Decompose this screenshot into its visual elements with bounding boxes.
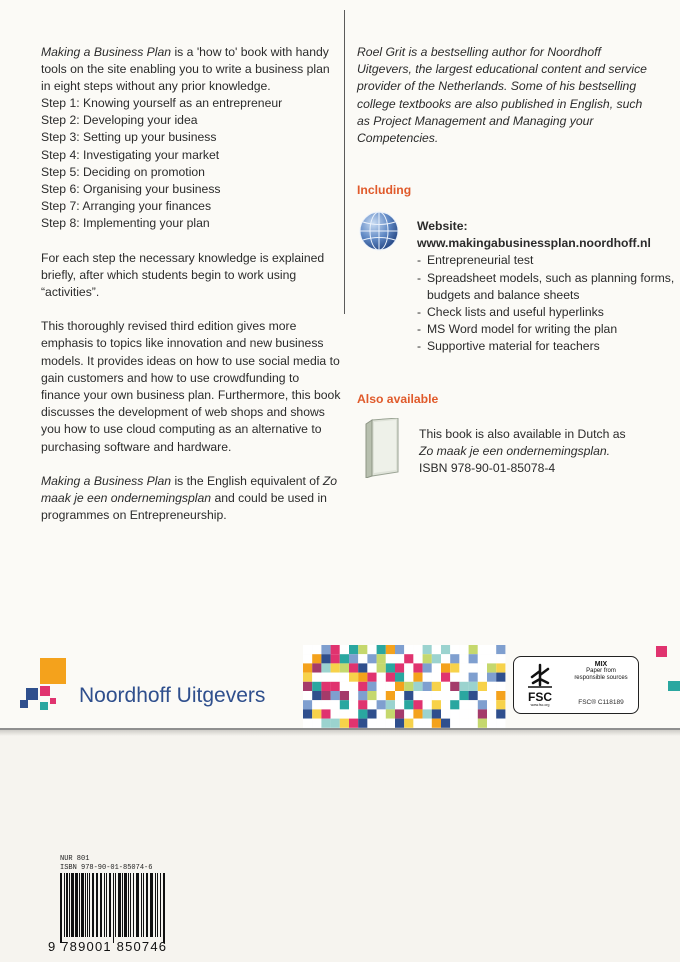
mosaic-tile <box>432 700 441 709</box>
also-dutch-title: Zo maak je een ondernemingsplan. <box>419 444 611 459</box>
intro-book-title: Making a Business Plan <box>41 45 172 59</box>
mosaic-tile <box>496 654 505 663</box>
mosaic-tile <box>413 709 422 718</box>
mosaic-tile <box>404 645 413 654</box>
equivalent-text: is the English equivalent of <box>171 473 323 488</box>
mosaic-tile <box>478 719 487 728</box>
mosaic-tile <box>377 700 386 709</box>
mosaic-tile <box>432 691 441 700</box>
fold-shadow <box>0 730 680 736</box>
mosaic-tile <box>321 700 330 709</box>
mosaic-tile <box>331 673 340 682</box>
mosaic-tile <box>404 691 413 700</box>
mosaic-tile <box>312 691 321 700</box>
mosaic-tile <box>469 709 478 718</box>
mosaic-tile <box>404 673 413 682</box>
mosaic-tile <box>404 654 413 663</box>
mosaic-tile <box>487 663 496 672</box>
mosaic-tile <box>441 663 450 672</box>
step-item: Step 6: Organising your business <box>41 182 221 197</box>
mosaic-tile <box>487 700 496 709</box>
svg-text:www.fsc.org: www.fsc.org <box>530 703 550 707</box>
fsc-line: responsible sources <box>574 675 628 681</box>
mosaic-tile <box>395 719 404 728</box>
mosaic-tile <box>432 682 441 691</box>
barcode-bar <box>92 873 94 937</box>
barcode-bar <box>160 873 161 937</box>
mosaic-tile <box>413 719 422 728</box>
mosaic-tile <box>423 673 432 682</box>
mosaic-tile <box>386 709 395 718</box>
author-bio: Roel Grit is a bestselling author for Noordhoff Uitgevers, the largest educational content and service provider of the Netherlands. Some of his bestselling college textbooks are also published in English, such as Project Management and Managing your Competencies. <box>357 45 647 146</box>
mosaic-tile <box>423 682 432 691</box>
color-mosaic <box>303 645 506 730</box>
mosaic-tile <box>441 654 450 663</box>
mosaic-tile <box>358 663 367 672</box>
mosaic-tile <box>312 682 321 691</box>
mosaic-tile <box>377 709 386 718</box>
fsc-text <box>566 661 636 682</box>
mosaic-tile <box>312 645 321 654</box>
barcode-bar <box>109 873 111 937</box>
step-item: Step 4: Investigating your market <box>41 147 220 162</box>
barcode-bar <box>81 873 84 937</box>
mosaic-tile <box>469 719 478 728</box>
mosaic-tile <box>349 691 358 700</box>
mosaic-tile <box>478 709 487 718</box>
fsc-tree-icon <box>522 663 558 707</box>
mosaic-tile <box>312 709 321 718</box>
mosaic-tile <box>386 673 395 682</box>
mosaic-tile <box>487 654 496 663</box>
also-isbn: ISBN 978-90-01-85078-4 <box>419 461 556 476</box>
mosaic-tile <box>441 700 450 709</box>
mosaic-tile <box>303 719 312 728</box>
also-line: This book is also available in Dutch as <box>419 427 626 441</box>
mosaic-tile <box>349 663 358 672</box>
mosaic-tile <box>303 673 312 682</box>
mosaic-tile <box>331 682 340 691</box>
barcode-bar <box>128 873 129 937</box>
mosaic-tile <box>450 700 459 709</box>
mosaic-tile <box>432 663 441 672</box>
mosaic-tile <box>432 673 441 682</box>
mosaic-tile <box>441 682 450 691</box>
barcode-bar <box>124 873 127 937</box>
barcode-bar <box>71 873 74 937</box>
mosaic-tile <box>367 645 376 654</box>
mosaic-tile <box>331 654 340 663</box>
barcode-bar <box>150 873 153 937</box>
mosaic-tile <box>395 645 404 654</box>
mosaic-tile <box>469 645 478 654</box>
website-label: Website: <box>417 219 468 233</box>
mosaic-tile <box>358 645 367 654</box>
mosaic-tile <box>377 691 386 700</box>
mosaic-tile <box>423 663 432 672</box>
mosaic-tile <box>459 709 468 718</box>
mosaic-tile <box>303 682 312 691</box>
fsc-label <box>513 656 639 714</box>
step-item: Step 8: Implementing your plan <box>41 216 210 231</box>
svg-text:FSC: FSC <box>528 690 552 704</box>
mosaic-tile <box>349 709 358 718</box>
mosaic-tile <box>395 663 404 672</box>
mosaic-tile <box>395 673 404 682</box>
mosaic-tile <box>331 645 340 654</box>
mosaic-tile <box>367 719 376 728</box>
mosaic-tile <box>459 719 468 728</box>
mosaic-tile <box>377 719 386 728</box>
mosaic-tile <box>386 682 395 691</box>
mosaic-tile <box>432 709 441 718</box>
mosaic-tile <box>395 682 404 691</box>
mosaic-tile <box>413 700 422 709</box>
mosaic-tile <box>478 663 487 672</box>
mosaic-tile <box>478 682 487 691</box>
mosaic-tile <box>349 719 358 728</box>
mosaic-tile <box>496 682 505 691</box>
mosaic-tile <box>478 673 487 682</box>
mosaic-tile <box>496 663 505 672</box>
mosaic-tile <box>331 709 340 718</box>
publisher-name: Noordhoff Uitgevers <box>79 684 266 707</box>
mosaic-tile <box>386 691 395 700</box>
mosaic-tile <box>496 719 505 728</box>
mosaic-tile <box>340 700 349 709</box>
mosaic-tile <box>469 663 478 672</box>
mosaic-tile <box>441 645 450 654</box>
barcode-bar <box>136 873 139 937</box>
step-item: Step 5: Deciding on promotion <box>41 164 205 179</box>
mosaic-tile <box>358 654 367 663</box>
mosaic-tile <box>413 654 422 663</box>
equivalent-book-title: Making a Business Plan <box>41 473 172 488</box>
mosaic-tile <box>450 719 459 728</box>
mosaic-tile <box>496 645 505 654</box>
mosaic-tile <box>321 709 330 718</box>
mosaic-tile <box>303 700 312 709</box>
mosaic-tile <box>303 709 312 718</box>
mosaic-tile <box>395 691 404 700</box>
mosaic-tile <box>423 654 432 663</box>
barcode-bar <box>85 873 86 937</box>
mosaic-tile <box>432 719 441 728</box>
mosaic-tile <box>321 673 330 682</box>
barcode-bar <box>87 873 88 937</box>
mosaic-tile <box>450 654 459 663</box>
mosaic-tile <box>312 673 321 682</box>
barcode-bar <box>106 873 107 937</box>
author-column <box>357 44 657 147</box>
mosaic-tile <box>349 673 358 682</box>
mosaic-tile <box>469 673 478 682</box>
mosaic-tile <box>377 654 386 663</box>
mosaic-tile <box>358 719 367 728</box>
mosaic-tile <box>450 673 459 682</box>
barcode-bar <box>60 873 62 943</box>
mosaic-tile <box>459 673 468 682</box>
mosaic-tile <box>303 645 312 654</box>
barcode-bar <box>163 873 165 943</box>
mosaic-tile <box>413 673 422 682</box>
intro-paragraph <box>41 44 341 95</box>
mosaic-tile <box>367 700 376 709</box>
publisher-logo-icon <box>20 656 70 716</box>
mosaic-tile <box>450 682 459 691</box>
mosaic-tile <box>331 663 340 672</box>
barcode-bar <box>104 873 105 937</box>
mosaic-tile <box>340 663 349 672</box>
mosaic-tile <box>478 654 487 663</box>
barcode-bar <box>96 873 98 937</box>
mosaic-tile <box>349 654 358 663</box>
also-available-block <box>419 426 669 478</box>
mosaic-tile <box>358 673 367 682</box>
barcode-bar <box>141 873 142 937</box>
mosaic-tile <box>450 645 459 654</box>
mosaic-tile <box>377 645 386 654</box>
fsc-code: FSC® C118189 <box>578 699 624 706</box>
mosaic-tile <box>404 709 413 718</box>
mosaic-tile <box>487 691 496 700</box>
mosaic-tile <box>349 645 358 654</box>
mosaic-tile <box>469 691 478 700</box>
step-item: Step 3: Setting up your business <box>41 130 217 145</box>
mosaic-tile <box>450 709 459 718</box>
also-available-heading: Also available <box>357 392 439 406</box>
mosaic-tile <box>469 682 478 691</box>
column-divider <box>344 10 345 314</box>
barcode-bar <box>69 873 70 937</box>
mosaic-tile <box>441 691 450 700</box>
isbn-barcode <box>58 873 168 949</box>
mosaic-tile <box>303 654 312 663</box>
mosaic-tile <box>478 691 487 700</box>
barcode-bar <box>64 873 65 937</box>
mosaic-tile <box>487 719 496 728</box>
website-url[interactable]: www.makingabusinessplan.noordhoff.nl <box>417 236 651 251</box>
mosaic-tile <box>331 700 340 709</box>
mosaic-tile <box>340 719 349 728</box>
barcode-bar <box>155 873 156 937</box>
mosaic-tile <box>487 682 496 691</box>
mosaic-tile <box>358 709 367 718</box>
globe-icon <box>358 210 400 252</box>
isbn-code: ISBN 978-90-01-85074-6 <box>60 864 153 872</box>
barcode-bar <box>113 873 114 943</box>
mosaic-tile <box>367 709 376 718</box>
mosaic-tile <box>349 700 358 709</box>
barcode-digits: 9 789001 850746 <box>48 939 168 954</box>
mosaic-tile <box>367 682 376 691</box>
mosaic-tile <box>413 691 422 700</box>
mosaic-tile <box>386 645 395 654</box>
barcode-bar <box>66 873 68 937</box>
mosaic-tile <box>404 663 413 672</box>
mosaic-tile <box>478 645 487 654</box>
mosaic-tile <box>441 709 450 718</box>
mosaic-tile <box>441 673 450 682</box>
mosaic-tile <box>312 719 321 728</box>
mosaic-tile <box>395 654 404 663</box>
intro-text: is a 'how to' book with handy tools on the site enabling you to write a business plan in eight steps without any prior knowledge. <box>41 45 330 94</box>
barcode-bar <box>157 873 158 937</box>
mosaic-tile <box>367 654 376 663</box>
list-item: - Supportive material for teachers <box>417 339 600 354</box>
mosaic-tile <box>487 645 496 654</box>
knowledge-paragraph: For each step the necessary knowledge is explained briefly, after which students begin to work using “activities”. <box>41 250 325 300</box>
mosaic-tile <box>349 682 358 691</box>
mosaic-tile <box>321 654 330 663</box>
mosaic-tile <box>459 663 468 672</box>
mosaic-tile <box>459 654 468 663</box>
barcode-bar <box>79 873 80 937</box>
barcode-bar <box>118 873 121 937</box>
website-block <box>417 218 677 356</box>
mosaic-tile <box>423 691 432 700</box>
mosaic-tile <box>303 691 312 700</box>
barcode-meta <box>60 855 152 873</box>
dutch-title: Zo maak je een ondernemingsplan <box>41 473 338 506</box>
mosaic-tile <box>413 682 422 691</box>
mosaic-tile <box>423 645 432 654</box>
list-item: - Spreadsheet models, such as planning forms, budgets and balance sheets <box>417 270 675 302</box>
mosaic-tile <box>358 682 367 691</box>
mosaic-tile <box>395 700 404 709</box>
barcode-bar <box>146 873 148 937</box>
mosaic-tile <box>487 673 496 682</box>
mosaic-tile <box>321 682 330 691</box>
list-item: - Check lists and useful hyperlinks <box>417 305 604 320</box>
mosaic-tile <box>386 700 395 709</box>
mosaic-tile <box>340 673 349 682</box>
accent-square <box>668 681 680 691</box>
equivalent-end-text: and could be used in programmes on Entrepreneurship. <box>41 491 327 523</box>
mosaic-tile <box>404 719 413 728</box>
mosaic-tile <box>377 682 386 691</box>
mosaic-tile <box>340 654 349 663</box>
mosaic-tile <box>331 691 340 700</box>
step-item: Step 1: Knowing yourself as an entrepreneur <box>41 96 283 110</box>
mosaic-tile <box>358 691 367 700</box>
mosaic-tile <box>321 663 330 672</box>
book-icon <box>364 418 400 478</box>
mosaic-tile <box>386 719 395 728</box>
barcode-bar <box>75 873 78 937</box>
including-heading: Including <box>357 183 412 197</box>
mosaic-tile <box>450 691 459 700</box>
list-item: - MS Word model for writing the plan <box>417 322 618 337</box>
mosaic-tile <box>459 682 468 691</box>
mosaic-tile <box>413 645 422 654</box>
barcode-bar <box>143 873 144 937</box>
mosaic-tile <box>487 709 496 718</box>
barcode-bar <box>115 873 116 937</box>
fsc-mix: MIX <box>594 661 608 668</box>
barcode-bar <box>100 873 102 937</box>
mosaic-tile <box>496 709 505 718</box>
description-column <box>41 44 341 524</box>
mosaic-tile <box>312 654 321 663</box>
mosaic-tile <box>395 709 404 718</box>
mosaic-tile <box>303 663 312 672</box>
mosaic-tile <box>358 700 367 709</box>
mosaic-tile <box>340 691 349 700</box>
mosaic-tile <box>469 654 478 663</box>
barcode-bar <box>133 873 134 937</box>
fsc-line: Paper from <box>586 668 616 674</box>
mosaic-tile <box>496 700 505 709</box>
mosaic-tile <box>312 663 321 672</box>
mosaic-tile <box>496 673 505 682</box>
step-item: Step 2: Developing your idea <box>41 113 198 128</box>
mosaic-tile <box>469 700 478 709</box>
accent-square <box>656 646 667 657</box>
mosaic-tile <box>459 700 468 709</box>
mosaic-tile <box>367 691 376 700</box>
mosaic-tile <box>450 663 459 672</box>
mosaic-tile <box>413 663 422 672</box>
barcode-bar <box>130 873 131 937</box>
mosaic-tile <box>331 719 340 728</box>
mosaic-tile <box>321 645 330 654</box>
mosaic-tile <box>432 645 441 654</box>
barcode-bar <box>122 873 123 937</box>
mosaic-tile <box>386 654 395 663</box>
edition-paragraph: This thoroughly revised third edition gives more emphasis to topics like innovation and new business models. It provides ideas on how to use social media to gain customers and how to use crowdfunding to finance your own business plan. Furthermore, this book discusses the development of web shops and shows you how to use cloud computing as an alternative to purchasing software and hardware. <box>41 319 341 454</box>
step-list <box>41 95 341 233</box>
barcode-bar <box>89 873 90 937</box>
mosaic-tile <box>432 654 441 663</box>
list-item: - Entrepreneurial test <box>417 253 534 268</box>
nur-code: NUR 801 <box>60 855 90 863</box>
mosaic-tile <box>340 709 349 718</box>
website-feature-list <box>417 252 677 355</box>
mosaic-tile <box>321 719 330 728</box>
mosaic-tile <box>423 709 432 718</box>
step-item: Step 7: Arranging your finances <box>41 199 212 214</box>
mosaic-tile <box>441 719 450 728</box>
mosaic-tile <box>386 663 395 672</box>
mosaic-tile <box>377 673 386 682</box>
mosaic-tile <box>377 663 386 672</box>
mosaic-tile <box>321 691 330 700</box>
mosaic-tile <box>367 663 376 672</box>
mosaic-tile <box>340 682 349 691</box>
mosaic-tile <box>423 719 432 728</box>
mosaic-tile <box>496 691 505 700</box>
mosaic-tile <box>340 645 349 654</box>
mosaic-tile <box>312 700 321 709</box>
mosaic-tile <box>478 700 487 709</box>
equivalent-paragraph <box>41 473 341 525</box>
mosaic-tile <box>404 700 413 709</box>
mosaic-tile <box>367 673 376 682</box>
mosaic-tile <box>423 700 432 709</box>
mosaic-tile <box>459 691 468 700</box>
mosaic-tile <box>459 645 468 654</box>
mosaic-tile <box>404 682 413 691</box>
